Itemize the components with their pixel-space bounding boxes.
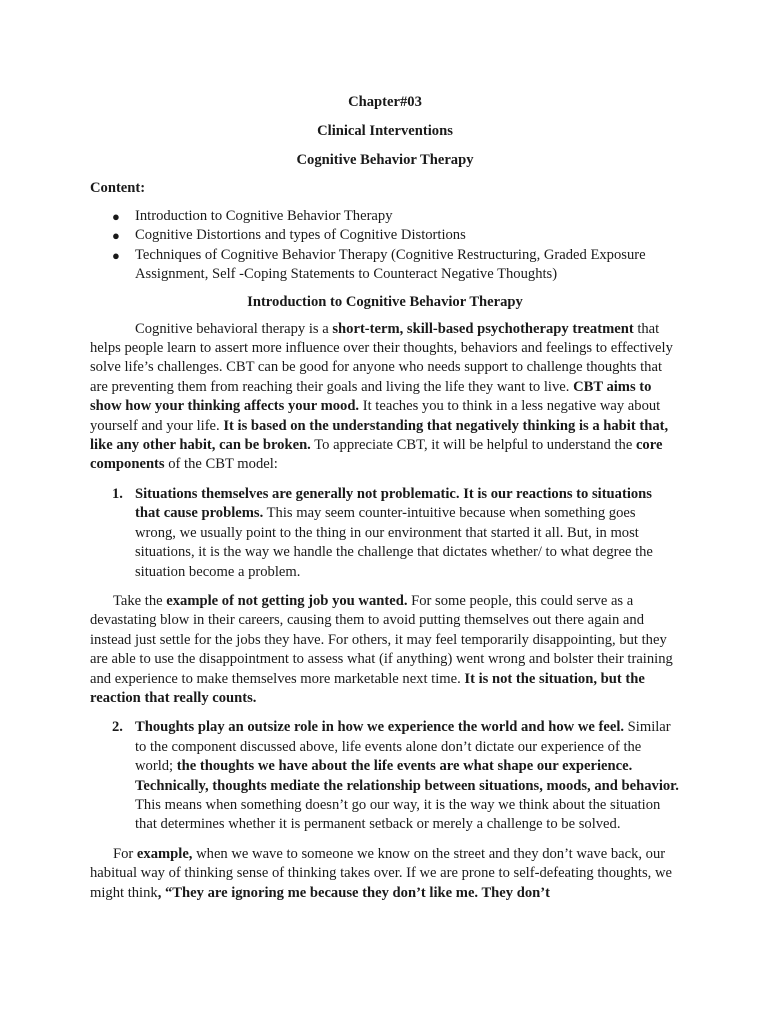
bullet-icon: ●	[112, 228, 120, 244]
example-paragraph-2	[90, 845, 680, 903]
text-run: Take the	[113, 592, 167, 609]
core-component-item	[90, 718, 680, 834]
text-run: This may seem counter-intuitive because when something goes wrong, we usually point to the thing in our environment that started it all. But, in most situations, it is the way we handle the challenge that dictates whether/ to what degree the situation become a problem.	[135, 505, 653, 580]
text-run: when we wave to someone we know on the street and they don’t wave back, our habitual way of thinking sense of thinking takes over. If we are prone to self-defeating thoughts, we might think	[90, 845, 672, 901]
bold-run: short-term, skill-based psychotherapy treatment	[332, 320, 634, 337]
core-components-list-2	[90, 718, 680, 834]
content-list-item	[90, 246, 680, 285]
intro-paragraph	[90, 320, 680, 475]
bold-run: example of not getting job you wanted.	[166, 592, 408, 609]
text-run: It teaches you to think in a less negative way about yourself and your life.	[90, 398, 661, 434]
bold-run: core components	[90, 437, 663, 473]
content-list	[90, 207, 680, 285]
intro-heading: Introduction to Cognitive Behavior Therapy	[247, 293, 523, 310]
bold-run: example,	[136, 845, 193, 862]
chapter-title: Chapter#03	[348, 94, 422, 110]
content-list-item	[90, 207, 680, 226]
text-run: Similar to the component discussed above, life events alone don’t dictate our experience of the world;	[135, 719, 671, 775]
core-components-list-1	[90, 485, 680, 582]
text-run: Cognitive behavioral therapy is a	[135, 320, 333, 337]
bold-run: Thoughts play an outsize role in how we experience the world and how we feel.	[135, 719, 625, 736]
bullet-icon: ●	[112, 209, 120, 224]
content-list-item	[90, 226, 680, 245]
content-item-text: Cognitive Distortions and types of Cognitive Distortions	[135, 227, 466, 244]
text-run: For	[113, 845, 137, 862]
text-run: of the CBT model:	[164, 456, 278, 473]
core-component-item	[90, 485, 680, 582]
topic-title: Cognitive Behavior Therapy	[296, 152, 474, 168]
item-number: 2.	[112, 719, 123, 736]
bold-run: Situations themselves are generally not problematic. It is our reactions to situations that cause problems.	[135, 485, 652, 522]
document-page	[90, 93, 680, 913]
bold-run: the thoughts we have about the life events are what shape our experience. Technically, thoughts mediate the relationship between situations, moods, and behavior.	[135, 758, 679, 794]
content-item-text: Techniques of Cognitive Behavior Therapy (Cognitive Restructuring, Graded Exposure Assignment, Self -Coping Statements to Counteract Negative Thoughts)	[135, 246, 646, 283]
text-run: This means when something doesn’t go our way, it is the way we think about the situation that determines whether it is permanent setback or merely a challenge to be solved.	[135, 796, 661, 833]
bold-run: It is based on the understanding that negatively thinking is a habit that, like any other habit, can be broken.	[90, 417, 669, 454]
section-title: Clinical Interventions	[317, 123, 453, 139]
content-label: Content:	[90, 180, 146, 196]
bold-run: It is not the situation, but the reaction that really counts.	[90, 670, 645, 706]
item-number: 1.	[112, 485, 123, 502]
bold-run: , “They are ignoring me because they don’t like me. They don’t	[157, 884, 550, 901]
example-paragraph	[90, 592, 680, 708]
text-run: that helps people learn to assert more influence over their thoughts, behaviors and feelings to effectively solve life’s challenges. CBT can be good for anyone who needs support to challenge thoughts that are preventing them from reaching their goals and living the life they want to live.	[90, 320, 673, 395]
bullet-icon: ●	[112, 247, 120, 263]
text-run: For some people, this could serve as a devastating blow in their careers, causing them to avoid putting themselves out there again and instead just settle for the jobs they have. For others, it may feel temporarily disappointing, but they are able to use the disappointment to assess what (if anything) went wrong and bolster their training and experience to make themselves more marketable next time.	[90, 592, 673, 687]
content-item-text: Introduction to Cognitive Behavior Therapy	[135, 208, 393, 224]
text-run: To appreciate CBT, it will be helpful to understand the	[310, 437, 636, 454]
bold-run: CBT aims to show how your thinking affects your mood.	[90, 378, 652, 415]
